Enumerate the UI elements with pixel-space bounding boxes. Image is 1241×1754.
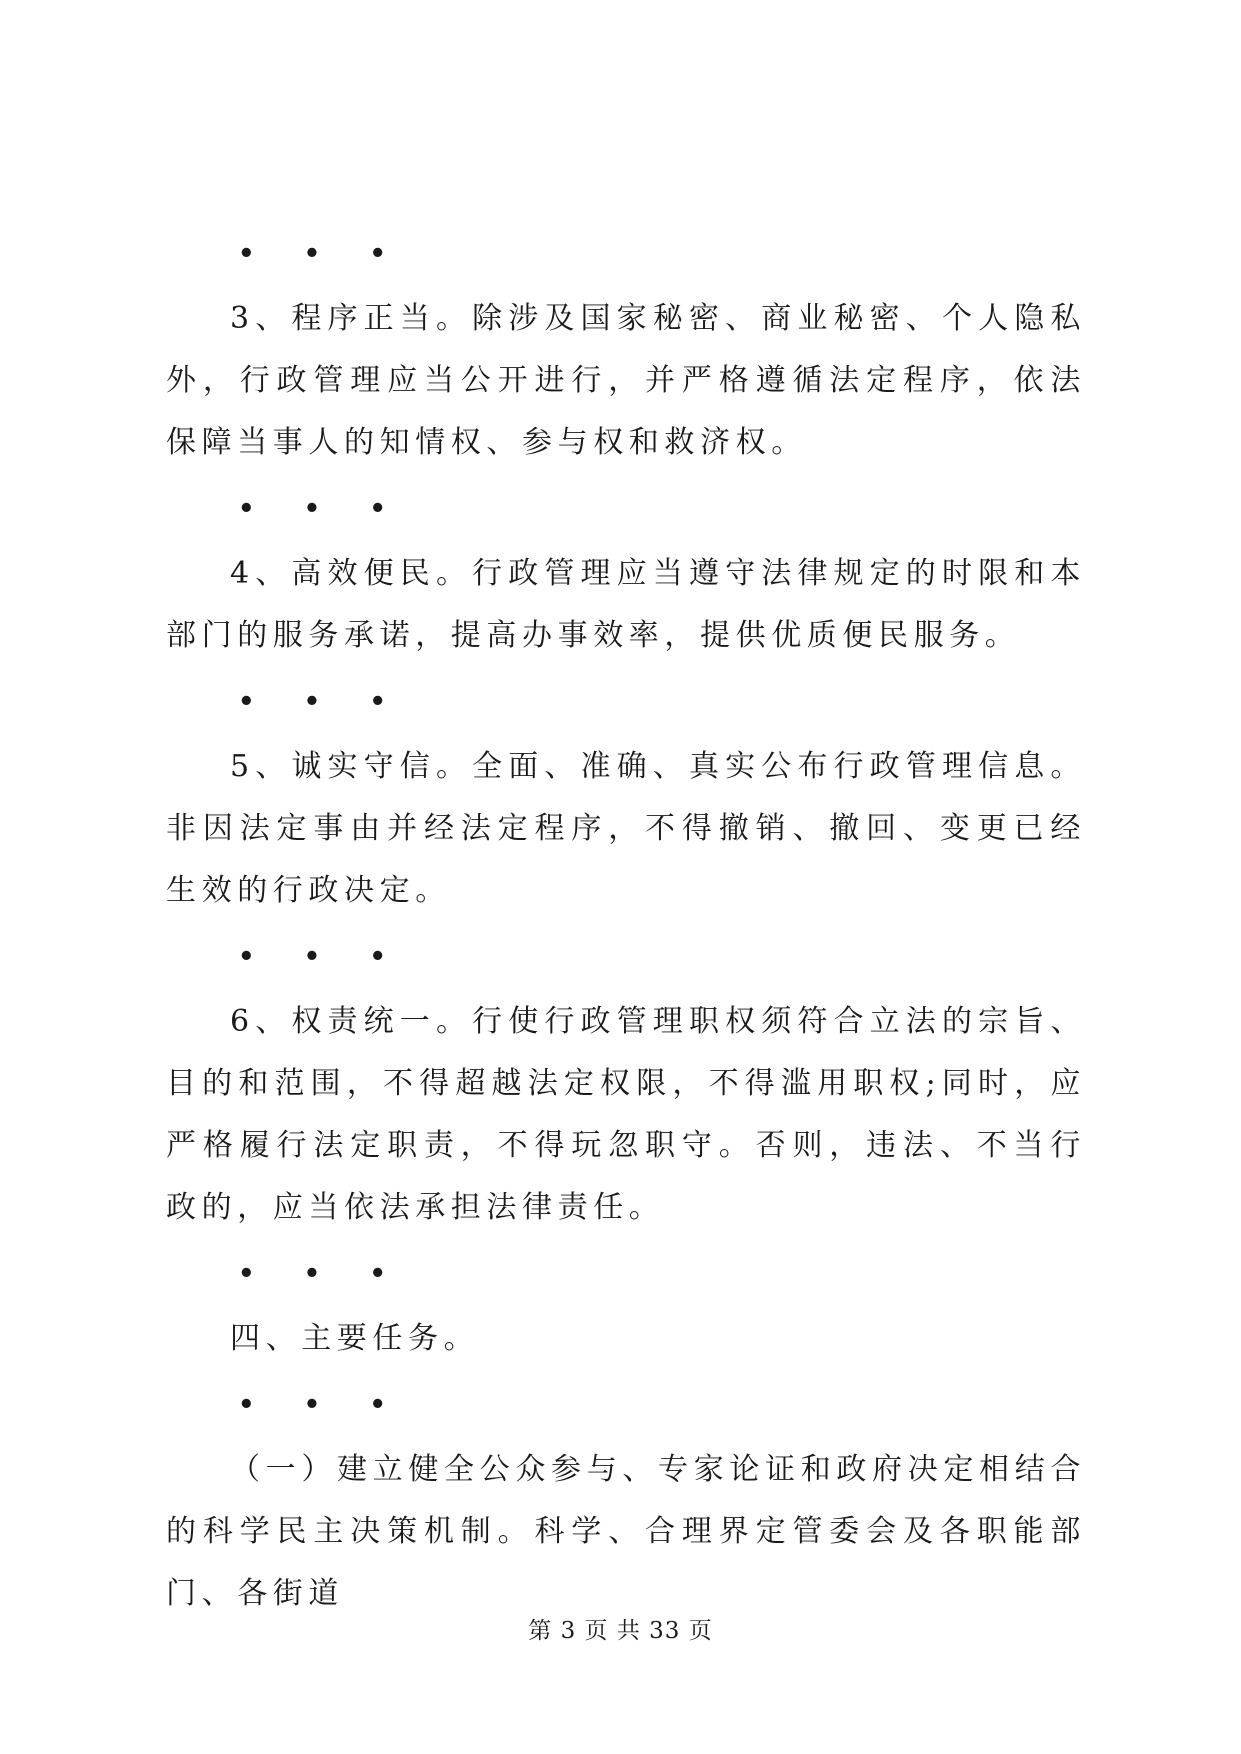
separator-dots: • • • <box>238 1389 406 1420</box>
separator-dots: • • • <box>238 493 406 524</box>
page-number-footer: 第 3 页 共 33 页 <box>528 1618 713 1644</box>
separator-dots: • • • <box>238 686 406 717</box>
paragraph-4-efficiency-convenience: 4、高效便民。行政管理应当遵守法律规定的时限和本部门的服务承诺，提高办事效率，提供优质便民服务。 <box>166 556 1086 653</box>
separator-dots: • • • <box>238 941 406 972</box>
paragraph-6-rights-responsibilities: 6、权责统一。行使行政管理职权须符合立法的宗旨、目的和范围，不得超越法定权限，不得滥用职权;同时，应严格履行法定职责，不得玩忽职守。否则，违法、不当行政的，应当依法承担法律责任。 <box>166 1004 1086 1225</box>
paragraph-task-1: （一）建立健全公众参与、专家论证和政府决定相结合的科学民主决策机制。科学、合理界定管委会及各职能部门、各街道 <box>166 1452 1086 1611</box>
separator-dots: • • • <box>238 238 406 269</box>
paragraph-5-honesty-trust: 5、诚实守信。全面、准确、真实公布行政管理信息。非因法定事由并经法定程序，不得撤销、撤回、变更已经生效的行政决定。 <box>166 749 1086 908</box>
document-body <box>166 222 1086 1628</box>
section-heading-main-tasks: 四、主要任务。 <box>230 1321 480 1356</box>
paragraph-3-procedural-legitimacy: 3、程序正当。除涉及国家秘密、商业秘密、个人隐私外，行政管理应当公开进行，并严格遵循法定程序，依法保障当事人的知情权、参与权和救济权。 <box>166 301 1086 460</box>
separator-dots: • • • <box>238 1258 406 1289</box>
